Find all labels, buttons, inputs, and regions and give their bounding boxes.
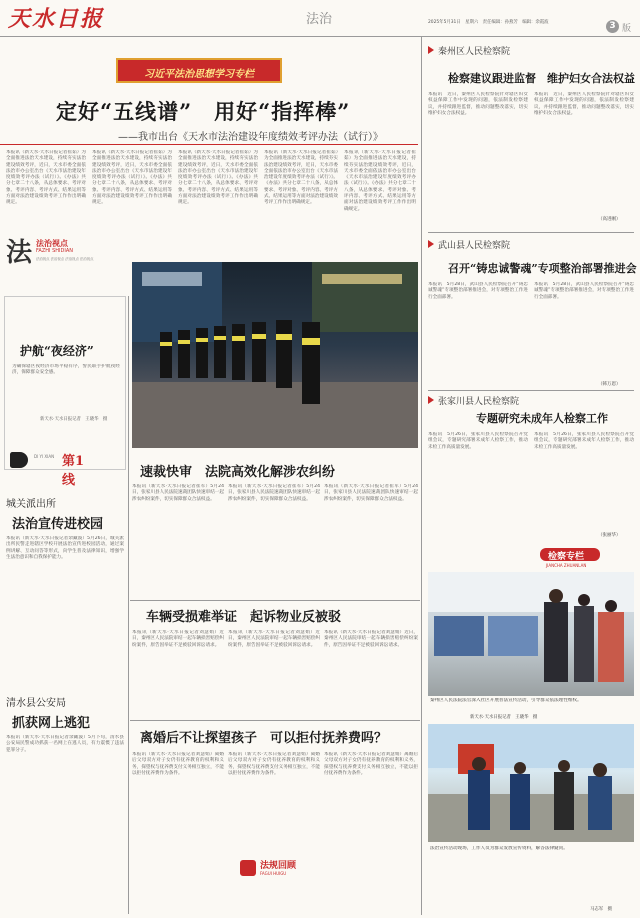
right-article-2-author: （韩万恩）: [598, 382, 621, 387]
edition-label: 版: [622, 24, 632, 34]
article-2-headline: 速裁快审 法院高效化解涉农纠纷: [140, 465, 336, 480]
right-column-rule: [421, 37, 422, 915]
article-1-sub: 法治宣传进校园: [12, 517, 104, 532]
article-1-body: 本报讯（新天水·天水日报记者余藏波）5月26日，城关派出所民警走进辖区学校开展法治宣传进校园活动，通过案例讲解、互动问答等形式，向学生普及法律知识，增强学生法治意识和自我保护能力。: [6, 536, 124, 560]
article-1-headline: 城关派出所: [6, 499, 56, 510]
first-line-en: DI YI XIAN: [34, 454, 55, 459]
column-title: 法治视点: [36, 239, 68, 248]
escort-caption: 为确保辖区夜经济市场平稳有序，警民联手护航夜经济，保障群众安全感。: [12, 364, 120, 376]
escort-title: 护航“夜经济”: [20, 344, 94, 358]
right-article-3-title: 专题研究未成年人检察工作: [476, 412, 608, 425]
megaphone-icon: [10, 452, 28, 468]
right-article-2-title: 召开“铸忠诚警魂”专项整治部署推进会: [448, 262, 637, 275]
fazhi-shidian-column: [6, 236, 126, 268]
banner-text: 习近平法治思想学习专栏: [144, 69, 254, 80]
publicity-photo-credit: 马志军 摄: [590, 907, 612, 912]
left-column-rule: [128, 296, 129, 914]
arrow-icon: [428, 46, 434, 54]
right-org-2-name: 武山县人民检察院: [438, 241, 511, 251]
first-line-label: 第1线: [62, 454, 85, 488]
legal-review-logo: [240, 856, 320, 884]
article-3-col1: 本报讯（新天水·天水日报记者刘慧娟）近日，秦州区人民法院审结一起车辆损害赔偿纠纷案件，原告因举证不足被驳回诉讼请求。: [132, 630, 224, 648]
section-title: 法治: [306, 12, 333, 27]
procuratorate-column-en: JIANCHA ZHUANLAN: [546, 563, 587, 568]
divider-1: [130, 600, 420, 601]
right-divider-1: [428, 232, 634, 233]
article-4-col2: 本报讯（新天水·天水日报记者刘慧娟）离婚后父母双方对子女仍有抚养教育的权利和义务，探望权与抚养费支付义务相互独立，不能以拒付抚养费作为条件。: [228, 752, 320, 776]
first-line-column: [6, 448, 96, 488]
paper-logo: 天水日报: [8, 6, 105, 32]
lead-subline: ——我市出台《天水市法治建设年度绩效考评办法（试行）》: [118, 132, 383, 143]
article-5-sub: 抓获网上逃犯: [12, 716, 91, 731]
article-5-body: 本报讯（新天水·天水日报记者余藏波）5月下旬，清水县公安局民警成功抓获一名网上在逃人员，有力震慑了违法犯罪分子。: [6, 735, 124, 753]
arrow-icon: [428, 240, 434, 248]
right-article-2-col2: 本报讯 5月28日，武山县人民检察院召开“铸忠诚警魂”专项整治部署推进会，对专项整治工作进行全面部署。: [534, 282, 634, 300]
right-divider-2: [428, 390, 634, 391]
right-org-1-name: 秦州区人民检察院: [438, 47, 511, 57]
night-patrol-photo: [132, 262, 418, 448]
hammer-icon: [240, 860, 256, 876]
lead-red-rule: [0, 144, 418, 145]
article-4-col1: 本报讯（新天水·天水日报记者刘慧娟）离婚后父母双方对子女仍有抚养教育的权利和义务，探望权与抚养费支付义务相互独立，不能以拒付抚养费作为条件。: [132, 752, 224, 776]
article-2-col1: 本报讯（新天水·天水日报记者崔军）5月24日，张家川县人民法院速裁团队快速审结一起涉农纠纷案件，切实保障群众合法权益。: [132, 484, 224, 502]
right-article-1-col2: 本报讯 近日，秦州区人民检察院针对辖区妇女权益保障工作中发现的问题，依法制发检察建议，并持续跟进监督，推动问题整改落实，切实维护妇女合法权益。: [534, 92, 634, 116]
study-column-banner: [116, 58, 282, 83]
right-org-3-name: 张家川县人民检察院: [438, 397, 520, 407]
lead-article-col3: 本报讯（新天水·天水日报记者崔茹）为全面推进法治天水建设，持续夯实法治建设绩效考评，近日，天水市委全面依法治市办公室出台《天水市法治建设年度绩效考评办法（试行）》。《办法》共分七章二十八条，从总体要求、考评对象、考评内容、考评方式、结果运用等方面对法治建设绩效考评工作作出明确规定。: [178, 150, 258, 206]
right-article-3-col1: 本报讯 5月26日，张家川县人民检察院召开党组会议，专题研究部署未成年人检察工作，推动未检工作高质量发展。: [428, 432, 528, 450]
article-3-col2: 本报讯（新天水·天水日报记者刘慧娟）近日，秦州区人民法院审结一起车辆损害赔偿纠纷案件，原告因举证不足被驳回诉讼请求。: [228, 630, 320, 648]
header-rule: [0, 36, 640, 37]
lead-article-col5: 本报讯（新天水·天水日报记者崔茹）为全面推进法治天水建设，持续夯实法治建设绩效考评，近日，天水市委全面依法治市办公室出台《天水市法治建设年度绩效考评办法（试行）》。《办法》共分七章二十八条，从总体要求、考评对象、考评内容、考评方式、结果运用等方面对法治建设绩效考评工作作出明确规定。: [344, 150, 416, 212]
right-article-1-author: （高进刚）: [598, 217, 621, 222]
header-meta: 2025年5月31日 星期六 责任编辑：孙燕芳 编辑：余霞波: [428, 20, 549, 25]
article-5-headline: 清水县公安局: [6, 698, 66, 709]
right-org-1: [428, 44, 628, 58]
lead-article-col1: 本报讯（新天水·天水日报记者崔茹）为全面推进法治天水建设，持续夯实法治建设绩效考评，近日，天水市委全面依法治市办公室出台《天水市法治建设年度绩效考评办法（试行）》。《办法》共分七章二十八条，从总体要求、考评对象、考评内容、考评方式、结果运用等方面对法治建设绩效考评工作作出明确规定。: [6, 150, 86, 206]
arrow-icon: [428, 396, 434, 404]
procuratorate-column-logo: [540, 548, 634, 570]
article-3-col3: 本报讯（新天水·天水日报记者刘慧娟）近日，秦州区人民法院审结一起车辆损害赔偿纠纷案件，原告因举证不足被驳回诉讼请求。: [324, 630, 418, 648]
article-2-col3: 本报讯（新天水·天水日报记者崔军）5月24日，张家川县人民法院速裁团队快速审结一起涉农纠纷案件，切实保障群众合法权益。: [324, 484, 418, 502]
community-law-photo: [428, 572, 634, 696]
article-2-col2: 本报讯（新天水·天水日报记者崔军）5月24日，张家川县人民法院速裁团队快速审结一起涉农纠纷案件，切实保障群众合法权益。: [228, 484, 320, 502]
right-article-3-author: （张丽华）: [598, 533, 621, 538]
right-article-3-col2: 本报讯 5月26日，张家川县人民检察院召开党组会议，专题研究部署未成年人检察工作，推动未检工作高质量发展。: [534, 432, 634, 450]
community-photo-caption: 秦州区人民法院法官深入社区开展普法宣传活动，引导群众依法理性维权。: [430, 698, 582, 703]
divider-2: [130, 720, 420, 721]
column-logo-char: 法: [6, 238, 33, 268]
article-4-col3: 本报讯（新天水·天水日报记者刘慧娟）离婚后父母双方对子女仍有抚养教育的权利和义务，探望权与抚养费支付义务相互独立，不能以拒付抚养费作为条件。: [324, 752, 418, 776]
patrol-scene-graphic: [132, 262, 418, 448]
procuratorate-column-title: 检察专栏: [548, 552, 585, 562]
page-number: 3: [609, 21, 616, 31]
column-sub: 法治视点 法治视点 法治视点 法治视点: [36, 257, 94, 261]
publicity-photo-caption: 法治宣传活动现场，工作人员为群众发放宣传资料，解答法律疑问。: [430, 846, 568, 851]
lead-headline: 定好“五线谱” 用好“指挥棒”: [56, 99, 351, 124]
publicity-event-photo: [428, 724, 634, 842]
legal-review-en: FAGUI HUIGU: [260, 871, 287, 876]
right-article-1-title: 检察建议跟进监督 维护妇女合法权益: [448, 72, 635, 85]
escort-credit: 新天水·天水日报记者 王晓华 摄: [40, 417, 108, 422]
lead-article-col2: 本报讯（新天水·天水日报记者崔茹）为全面推进法治天水建设，持续夯实法治建设绩效考评，近日，天水市委全面依法治市办公室出台《天水市法治建设年度绩效考评办法（试行）》。《办法》共分七章二十八条，从总体要求、考评对象、考评内容、考评方式、结果运用等方面对法治建设绩效考评工作作出明确规定。: [92, 150, 172, 206]
right-article-1-col1: 本报讯 近日，秦州区人民检察院针对辖区妇女权益保障工作中发现的问题，依法制发检察建议，并持续跟进监督，推动问题整改落实，切实维护妇女合法权益。: [428, 92, 528, 116]
community-photo-credit: 新天水·天水日报记者 王晓华 摄: [470, 715, 538, 720]
legal-review-title: 法规回顾: [260, 861, 297, 871]
masthead: [0, 0, 640, 36]
right-org-3: [428, 394, 628, 408]
article-3-headline: 车辆受损难举证 起诉物业反被驳: [146, 610, 342, 625]
article-4-headline: 离婚后不让探望孩子 可以拒付抚养费吗？: [140, 731, 388, 746]
page-number-badge: [606, 20, 619, 33]
right-org-2: [428, 238, 628, 252]
column-en: FAZHI SHIDIAN: [36, 248, 73, 254]
right-article-2-col1: 本报讯 5月28日，武山县人民检察院召开“铸忠诚警魂”专项整治部署推进会，对专项整治工作进行全面部署。: [428, 282, 528, 300]
lead-article-col4: 本报讯（新天水·天水日报记者崔茹）为全面推进法治天水建设，持续夯实法治建设绩效考评，近日，天水市委全面依法治市办公室出台《天水市法治建设年度绩效考评办法（试行）》。《办法》共分七章二十八条，从总体要求、考评对象、考评内容、考评方式、结果运用等方面对法治建设绩效考评工作作出明确规定。: [264, 150, 338, 206]
community-scene-graphic: [428, 572, 634, 696]
publicity-scene-graphic: [428, 724, 634, 842]
